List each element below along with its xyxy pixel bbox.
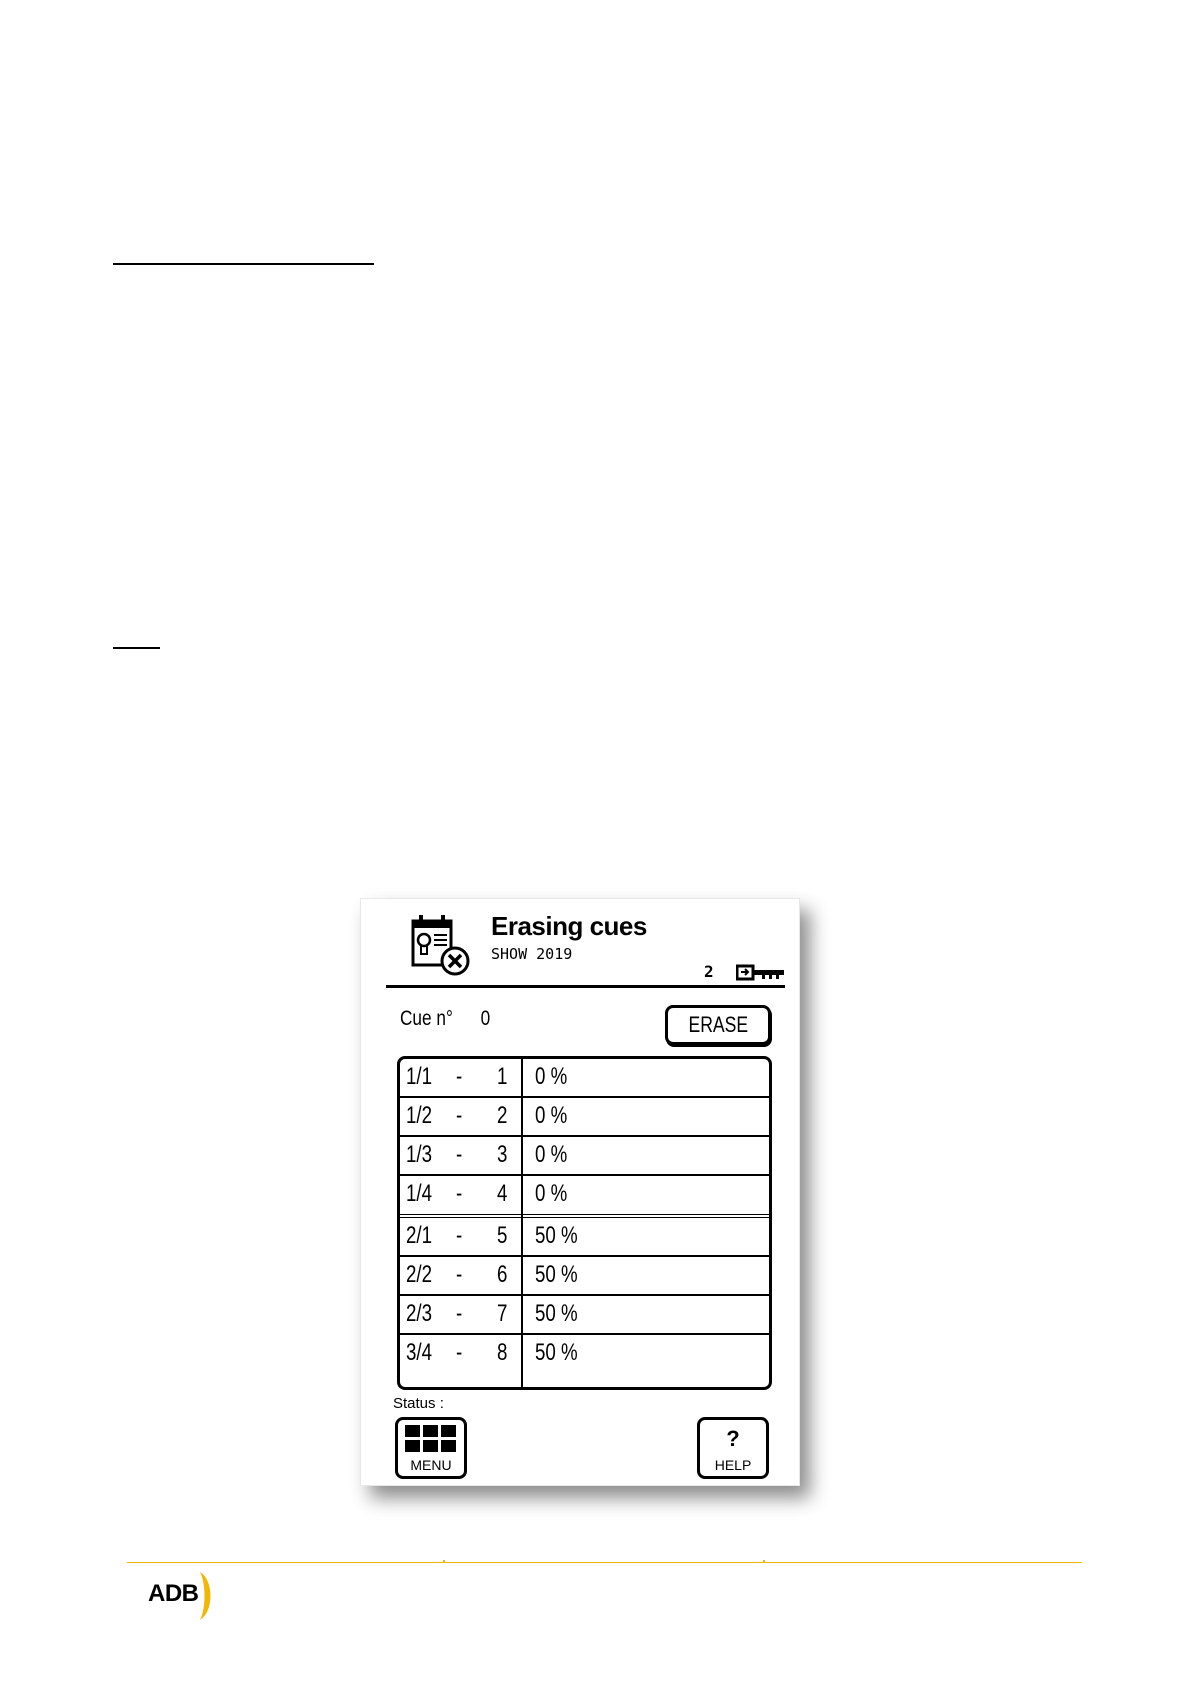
cue-step: 3/4 [406, 1339, 433, 1366]
cue-step: 1/3 [406, 1141, 433, 1168]
status-label: Status : [393, 1395, 444, 1412]
cue-number-label: Cue n° [400, 1007, 453, 1030]
cue-list [397, 1056, 772, 1390]
help-button-label: HELP [714, 1457, 752, 1473]
cue-separator: - [456, 1102, 463, 1129]
cue-step: 1/2 [406, 1102, 433, 1129]
erase-button[interactable] [665, 1005, 771, 1045]
column-divider [521, 1059, 523, 1387]
cue-level: 50 % [535, 1261, 578, 1288]
cue-level: 0 % [535, 1102, 568, 1129]
cue-separator: - [456, 1180, 463, 1207]
table-row[interactable] [400, 1296, 769, 1335]
adb-logo: ADB [148, 1580, 199, 1607]
cue-level: 0 % [535, 1180, 568, 1207]
key-icon [736, 963, 786, 983]
cue-number: 4 [496, 1180, 507, 1207]
cue-number: 3 [496, 1141, 507, 1168]
table-row[interactable] [400, 1218, 769, 1257]
cue-level: 50 % [535, 1339, 578, 1366]
table-row[interactable] [400, 1137, 769, 1176]
grid-icon [405, 1425, 457, 1453]
cue-number: 5 [496, 1222, 507, 1249]
table-row[interactable] [400, 1176, 769, 1218]
menu-button[interactable] [395, 1417, 467, 1479]
footer-tick [763, 1560, 765, 1563]
table-row[interactable] [400, 1098, 769, 1137]
cue-number: 1 [496, 1063, 507, 1090]
cue-step: 2/2 [406, 1261, 433, 1288]
cue-number: 7 [496, 1300, 507, 1327]
show-name: SHOW 2019 [491, 945, 573, 963]
cue-step: 2/3 [406, 1300, 433, 1327]
cue-number: 8 [496, 1339, 507, 1366]
cue-number: 2 [496, 1102, 507, 1129]
cue-separator: - [456, 1339, 463, 1366]
table-row[interactable] [400, 1335, 769, 1374]
header-divider [386, 985, 785, 988]
cue-separator: - [456, 1141, 463, 1168]
question-icon: ? [726, 1426, 740, 1451]
cue-step: 2/1 [406, 1222, 433, 1249]
cue-separator: - [456, 1063, 463, 1090]
cue-level: 50 % [535, 1300, 578, 1327]
cue-step: 1/4 [406, 1180, 433, 1207]
table-row[interactable] [400, 1059, 769, 1098]
cue-separator: - [456, 1222, 463, 1249]
device-screen [360, 898, 800, 1486]
cue-step: 1/1 [406, 1063, 433, 1090]
footer-tick [443, 1560, 445, 1563]
screen-title: Erasing cues [491, 911, 647, 941]
cue-number-value: 0 [480, 1007, 491, 1030]
cue-level: 0 % [535, 1063, 568, 1090]
cue-number: 6 [496, 1261, 507, 1288]
help-button[interactable] [697, 1417, 769, 1479]
cue-separator: - [456, 1261, 463, 1288]
access-level: 2 [704, 962, 714, 981]
cue-level: 0 % [535, 1141, 568, 1168]
cue-level: 50 % [535, 1222, 578, 1249]
cue-number-field[interactable] [400, 1007, 490, 1031]
section-underline [113, 263, 374, 265]
cue-separator: - [456, 1300, 463, 1327]
table-row[interactable] [400, 1257, 769, 1296]
footer-divider [127, 1562, 1082, 1563]
menu-button-label: MENU [410, 1457, 452, 1473]
cue-erase-icon [409, 913, 471, 977]
erase-button-label: ERASE [688, 1012, 748, 1037]
section-underline-short [113, 647, 160, 649]
